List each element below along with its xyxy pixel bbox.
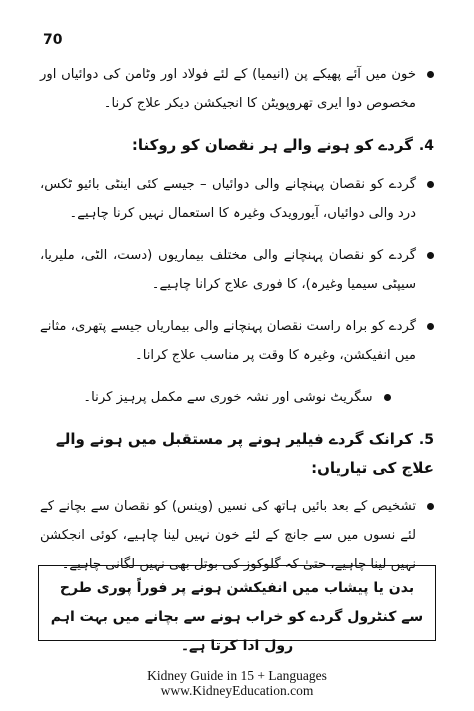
bullet-icon [427,252,434,259]
bullet-text: گردے کو نقصان پہنچانے والی مختلف بیماریوں (دست، الٹی، ملیریا، سیپٹی سیمیا وغیرہ)، کا فوری علاج کرانا چاہیے۔ [40,248,416,292]
list-item [40,170,434,228]
highlight-note-box [38,565,436,654]
bullet-icon [427,181,434,188]
bullet-text: سگریٹ نوشی اور نشہ خوری سے مکمل پرہیز کرنا۔ [83,390,373,405]
bullet-text: گردے کو براہ راست نقصان پہنچانے والی بیماریاں جیسے پتھری، مثانے میں انفیکشن، وغیرہ کا وقت پر مناسب علاج کرانا۔ [40,319,416,363]
section-number: 4. [418,138,434,154]
footer-title: Kidney Guide in 15 + Languages [147,668,327,683]
bullet-icon [427,503,434,510]
bullet-icon [427,71,434,78]
list-item [40,60,434,118]
page-content [40,60,434,592]
note-text: بدن یا پیشاب میں انفیکشن ہونے پر فوراً پوری طرح سے کنٹرول گردے کو خراب ہونے سے بچانے میں بہت اہم رول ادا کرتا ہے۔ [50,580,424,654]
section-title: کرانک گردے فیلیر ہونے پر مستقبل میں ہونے والے علاج کی تیاریاں: [55,430,434,477]
section-4-heading [40,131,434,160]
page-number: 70 [43,32,63,48]
section-4-list [40,170,434,412]
bullet-icon [384,394,391,401]
list-item [40,383,434,412]
bullet-icon [427,323,434,330]
page-footer [0,668,474,698]
footer-website: www.KidneyEducation.com [160,683,314,698]
section-title: گردے کو ہونے والے ہر نقصان کو روکنا: [131,136,413,154]
section-1-list [40,60,434,118]
bullet-text: گردے کو نقصان پہنچانے والی دوائیاں – جیسے کئی اینٹی بائیو ٹکس، درد والی دوائیاں، آیورویدک وغیرہ کا استعمال نہیں کرنا چاہیے۔ [40,177,416,221]
bullet-row [83,383,390,412]
bullet-text: تشخیص کے بعد بائیں ہاتھ کی نسیں (وینس) کو نقصان سے بچانے کے لئے نسوں میں سے جانچ کے لئے خون نہیں لینا چاہیے، کوئی انجکشن نہیں لینا چاہیے، حتیٰ کہ گلوکوز کی بوتل بھی نہیں لگانی چاہیے۔ [40,499,416,572]
section-number: 5. [418,432,434,448]
list-item [40,241,434,299]
bullet-text: خون میں آئے پھیکے پن (انیمیا) کے لئے فولاد اور وٹامن کی دوائیاں اور مخصوص دوا ایری تھروپویٹن کا انجیکشن دیکر علاج کرنا۔ [40,67,416,111]
list-item [40,312,434,370]
section-5-heading [40,425,434,482]
